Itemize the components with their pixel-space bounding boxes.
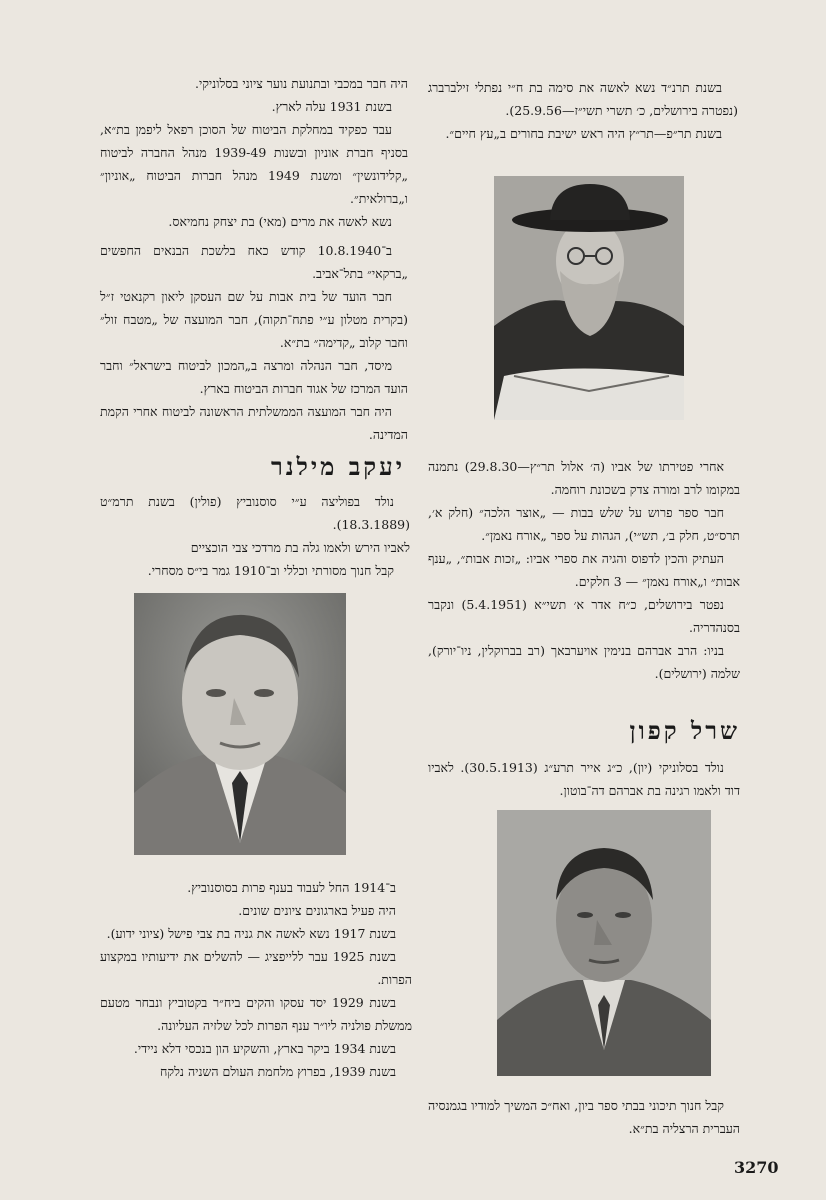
paragraph: בשנת 1929 יסד עסקו והקים ביח״ר בקטוביץ ונבחר מטעם ממשלת פולניה ליו״ר ענף הפרות לכל שלזיה העליונה. xyxy=(100,995,412,1033)
paragraph: קבל חנוך מסורתי וכללי וב־1910 גמר בי״ס מסחרי. xyxy=(147,563,394,578)
paragraph: נשא לאשה את מרים (מאי) בת יצחק נחמיאס. xyxy=(168,214,392,229)
paragraph: העתיק והכין לדפוס והגיה את ספרי אביו: „זכות אבות״, „ענף אבות״ ו„אורח נאמן״ — 3 חלקים. xyxy=(428,551,740,589)
left-bio-top xyxy=(100,490,410,582)
paragraph: בשנת 1931 עלה לארץ. xyxy=(271,99,392,114)
paragraph: בניו: הרב אברהם בנימין אויערבאך (רב בברוקלין, ניו־יורק), שלמה (ירושלים). xyxy=(428,643,740,681)
person-name-heading: שרל קפון xyxy=(629,716,740,745)
paragraph: היה חבר המועצה הממשלתית הראשונה לביטוח אחרי הקמת המדינה. xyxy=(100,404,408,442)
paragraph: היה פעיל בארגונים ציונים שונים. xyxy=(238,903,396,918)
portrait-photo-milner xyxy=(134,593,346,855)
paragraph: נפטר בירושלים, כ״ח אדר א׳ תשי״א (5.4.1951) ונקבר בסנהדריה. xyxy=(428,597,740,635)
paragraph: ב־10.8.1940 קודש כאח בלשכת הבנאים החפשים „ברקאי״ בתל־אביב. xyxy=(100,243,408,281)
paragraph: נולד בסלוניקי (יון), כ״ג אייר תרע״ג (30.5.1913). לאביו דוד ולאמו רגינה בת אברהם דה־בוטון. xyxy=(428,760,740,798)
right-middle-text xyxy=(428,455,740,685)
paragraph: בשנת 1939, בפרוץ מלחמת העולם השניה נלקח xyxy=(160,1064,396,1079)
paragraph: בשנת תר״פ—תר״ץ היה ראש ישיבת בחורים ב„עץ חיים״. xyxy=(445,126,722,141)
paragraph: חבר הועד של בית אבות על שם העסקן ליאון רקנאטי ז״ל (בקרית מטלון ע״י פתח־תקוה), חבר המועצה של „מטבח זול״ וחבר קלוב „קדימה״ בת״א. xyxy=(100,289,408,350)
left-bio-bottom xyxy=(100,876,412,1083)
paragraph: בשנת תרנ״ד נשא לאשה את סימה בת ח״י נפתלי זילברברג (נפטרה בירושלים, כ׳ תשרי תשי״ז—25.9.56). xyxy=(428,80,738,118)
paragraph: נולד בפוליצה ע״י סוסנוביץ (פולין) בשנת תרמ״ט (18.3.1889). xyxy=(100,494,410,532)
person-name-heading: יעקב מילנר xyxy=(271,452,405,481)
paragraph: בשנת 1925 עבר ללייפציג — להשלים את ידיעותיו במקצוע הפרות. xyxy=(100,949,412,987)
paragraph: עבד כפקיד במחלקת הביטוח של הסוכן רפאל ליפמן בת״א, בסניף חברת אוניון ובשנות 1939-49 מנהל החברה לביטוח „קלידונשין״ ומשנת 1949 מנהל חברות הביטוח „אוניון״ ו„ברולאית״. xyxy=(100,122,409,206)
right-bio xyxy=(428,756,740,802)
paragraph: היה חבר במכבי ובתנועת נוער ציוני בסלוניקי. xyxy=(194,76,408,91)
paragraph: בשנת 1934 ביקר בארץ, והשקיע הון בנכסי דלא ניידי. xyxy=(133,1041,396,1056)
portrait-photo-capon xyxy=(497,810,711,1076)
paragraph: מיסד, חבר הנהלה ומרצה ב„המכון לביטוח בישראל״ וחבר הועד המרכז של אגוד חברות הביטוח בארץ. xyxy=(100,358,408,396)
paragraph: לאביו הירש ולאמו גלה בת מרדכי צבי הוכציים xyxy=(190,540,410,555)
portrait-photo-rabbi xyxy=(494,176,684,420)
paragraph: בשנת 1917 נשא לאשה את גניה בת צבי פישל (ציוני ידוע). xyxy=(106,926,396,941)
paragraph: קבל חנוך תיכוני בבתי ספר ביון, ואח״כ המשיך למודיו בגמנסיה העברית הרצליה בת״א. xyxy=(428,1098,740,1136)
paragraph: אחרי פטירתו של אביו (ה׳ אלול תר״ץ—29.8.30) נתמנה במקומו לרב ומורה צדק בשכונת רוחמה. xyxy=(428,459,740,497)
right-bottom-text xyxy=(428,1094,740,1140)
paragraph: חבר ספר פרוש על שלש בבות — „אוצר הלכה״ (חלק א׳, תרס״ט, חלק ב׳, תש״י), הגהות על ספר „אורח נאמן״. xyxy=(428,505,740,543)
paragraph: ב־1914 החל לעבוד בענף פרות בסוסנוביץ. xyxy=(187,880,396,895)
right-top-text xyxy=(428,76,738,145)
left-intro-text xyxy=(100,72,408,446)
page-number: 3270 xyxy=(734,1158,779,1177)
